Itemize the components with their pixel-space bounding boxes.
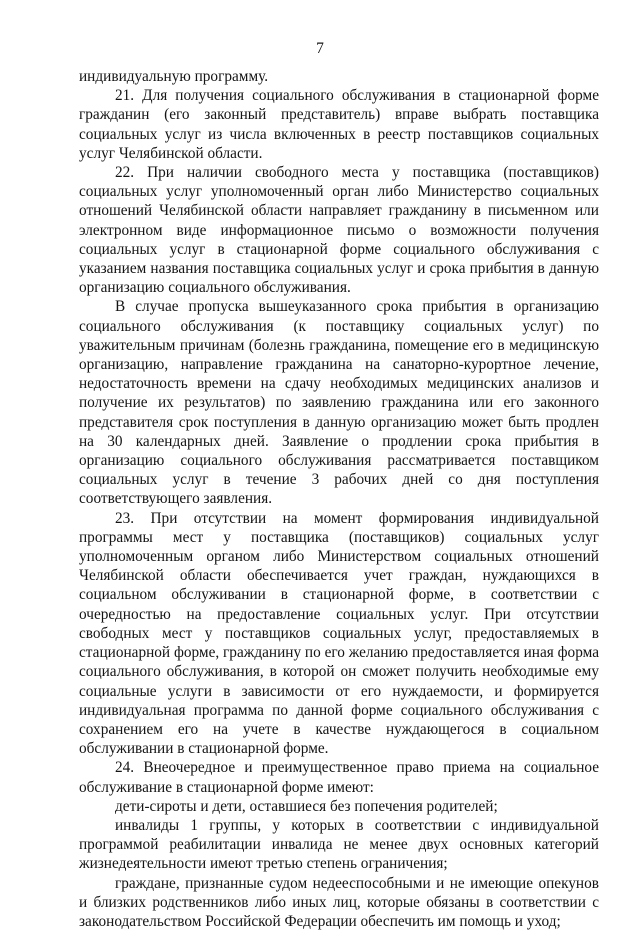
paragraph-23: 23. При отсутствии на момент формирования индивидуальной программы мест у поставщика (поставщиков) социальных услуг уполномоченным органом либо Министерством социальных отношений Челябинской области обеспечивается учет граждан, нуждающихся в социальном обслуживании в стационарной форме, в соответствии с очередностью на предоставление социальных услуг. При отсутствии свободных мест у поставщиков социальных услуг, предоставляемых в стационарной форме, гражданину по его желанию предоставляется иная форма социального обслуживания, в которой он сможет получить необходимые ему социальные услуги в зависимости от его нуждаемости, и формируется индивидуальная программа по данной форме социального обслуживания с сохранением его на учете в качестве нуждающегося в социальном обслуживании в стационарной форме. bbox=[79, 509, 599, 758]
document-body bbox=[79, 67, 599, 931]
paragraph-continuation: индивидуальную программу. bbox=[79, 68, 269, 85]
list-item-orphans: дети-сироты и дети, оставшиеся без попечения родителей; bbox=[115, 797, 498, 815]
page-number: 7 bbox=[316, 40, 324, 57]
paragraph-24: 24. Внеочередное и преимущественное право приема на социальное обслуживание в стационарной форме имеют: bbox=[79, 759, 599, 796]
paragraph-22-delay: В случае пропуска вышеуказанного срока прибытия в организацию социального обслуживания (к поставщику социальных услуг) по уважительным причинам (болезнь гражданина, помещение его в медицинскую организацию, направление гражданина на санаторно-курортное лечение, недостаточность времени на сдачу необходимых медицинских анализов и получение их результатов) по заявлению гражданина или его законного представителя срок поступления в данную организацию может быть продлен на 30 календарных дней. Заявление о продлении срока прибытия в организацию социального обслуживания рассматривается поставщиком социальных услуг в течение 3 рабочих дней со дня поступления соответствующего заявления. bbox=[79, 298, 599, 508]
paragraph-22: 22. При наличии свободного места у поставщика (поставщиков) социальных услуг уполномоченный орган либо Министерство социальных отношений Челябинской области направляет гражданину в письменном или электронном виде информационное письмо о возможности получения социальных услуг в стационарной форме социального обслуживания с указанием названия поставщика социальных услуг и срока прибытия в данную организацию социального обслуживания. bbox=[79, 164, 599, 297]
list-item-incapacitated: граждане, признанные судом недееспособными и не имеющие опекунов и близких родственников либо иных лиц, которые обязаны в соответствии с законодательством Российской Федерации обеспечить им помощь и уход; bbox=[79, 874, 599, 930]
paragraph-21: 21. Для получения социального обслуживания в стационарной форме гражданин (его законный представитель) вправе выбрать поставщика социальных услуг из числа включенных в реестр поставщиков социальных услуг Челябинской области. bbox=[79, 87, 599, 162]
list-item-disabled-group-1: инвалиды 1 группы, у которых в соответствии с индивидуальной программой реабилитации инвалида не менее двух основных категорий жизнедеятельности имеют третью степень ограничения; bbox=[79, 816, 599, 873]
